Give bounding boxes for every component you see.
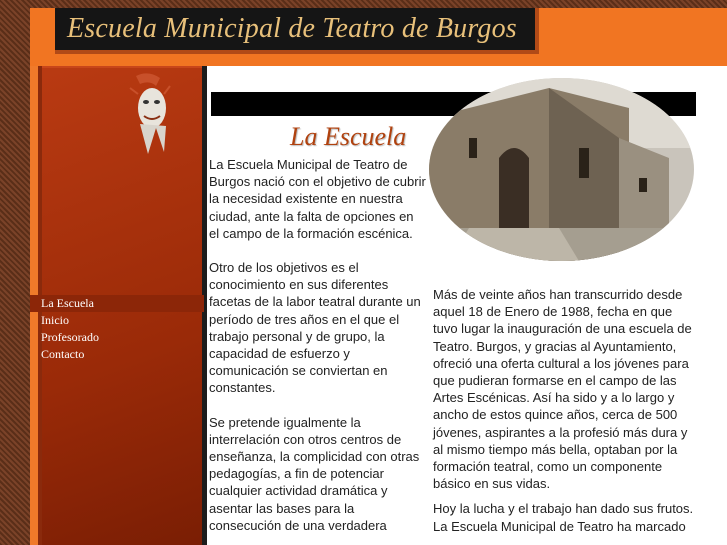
paragraph: Más de veinte años han transcurrido desde aquel 18 de Enero de 1988, fecha en que tuvo lugar la inauguración de una escuela de Teatro. Burgos, y gracias al Ayuntamiento, ofreció una oferta cultural a los jóvenes para que pudieran formarse en el campo de las Artes Escénicas. Así ha sido y a lo largo y ancho de estos quince años, cerca de 500 jóvenes, aspirantes a la profesió más dura y al mismo tiempo más bella, optaban por la formación teatral, como un componente básico en sus vidas. [433, 287, 692, 492]
theatre-mask-logo [126, 68, 178, 156]
section-title: La Escuela [290, 122, 407, 151]
nav-item-profesorado[interactable]: Profesorado [41, 330, 99, 344]
school-building-photo [429, 78, 694, 261]
content-column-left [209, 156, 427, 545]
sidebar-stripe [30, 8, 38, 545]
nav-item-inicio[interactable]: Inicio [41, 313, 69, 327]
sidebar-nav [30, 295, 204, 363]
paragraph: Se pretende igualmente la interrelación con otros centros de enseñanza, la complicidad con otras pedagogías, a fin de potenciar cualquier actividad dramática y asentar las bases para la consecución de una verdadera [209, 414, 420, 533]
site-title: Escuela Municipal de Teatro de Burgos [67, 13, 517, 44]
page-frame [30, 8, 727, 545]
title-box [55, 8, 539, 54]
paragraph: Hoy la lucha y el trabajo han dado sus frutos. La Escuela Municipal de Teatro ha marcado [433, 501, 694, 534]
content-column-right [433, 286, 696, 545]
nav-item-contacto[interactable]: Contacto [41, 347, 85, 361]
paragraph: La Escuela Municipal de Teatro de Burgos nació con el objetivo de cubrir la necesidad existente en nuestra ciudad, ante la falta de opciones en el campo de la formación escénica. [209, 157, 426, 241]
paragraph: Otro de los objetivos es el conocimiento en sus diferentes facetas de la labor teatral durante un período de tres años en el que el trabajo personal y de grupo, la capacidad de esfuerzo y comunicación se conviertan en constantes. [209, 260, 421, 396]
nav-item-la-escuela[interactable]: La Escuela [30, 295, 204, 312]
